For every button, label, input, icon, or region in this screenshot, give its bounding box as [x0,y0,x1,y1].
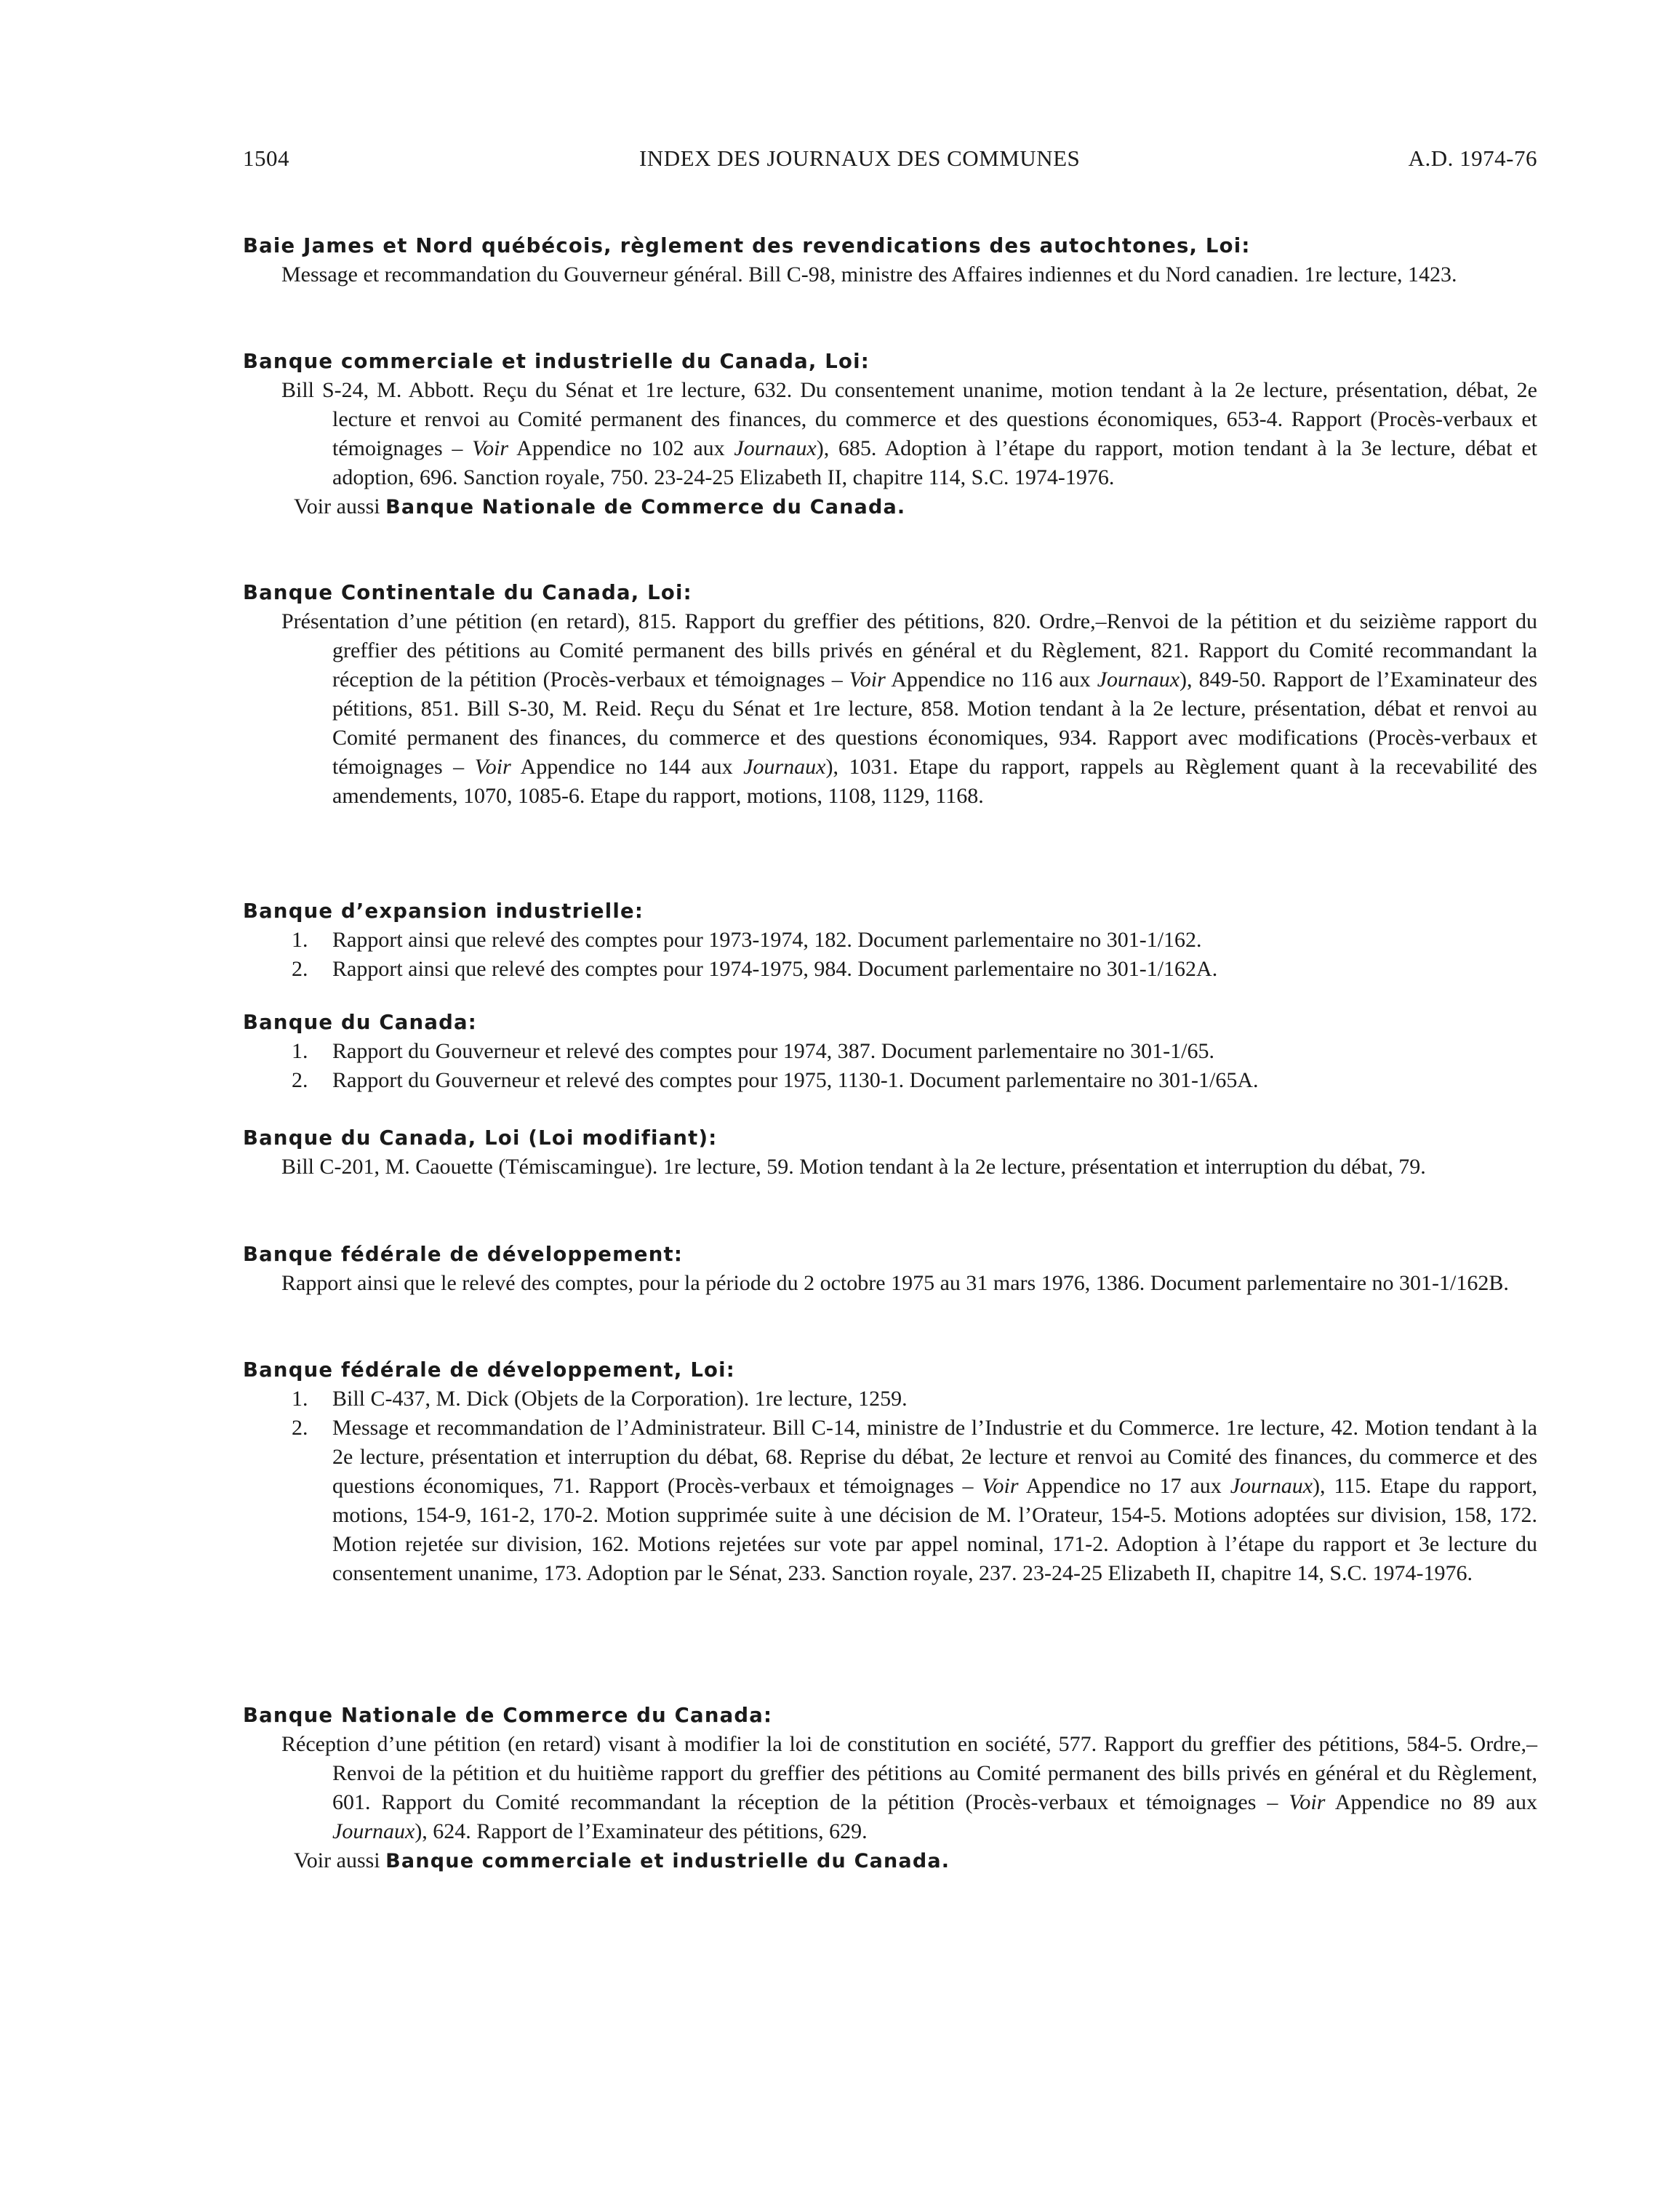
numbered-item [243,926,1537,955]
index-entry-baie-james [243,231,1537,289]
entry-text-italic: Voir [1289,1790,1326,1814]
item-text: Rapport du Gouverneur et relevé des comptes pour 1974, 387. Document parlementaire no 301-1/65. [332,1039,1214,1063]
entry-text: ), 624. Rapport de l’Examinateur des pétitions, 629. [415,1819,868,1843]
item-text: Message et recommandation de l’Administrateur. Bill C-14, ministre de l’Industrie et du Commerce. 1re lecture, 42. Motion tendant à la 2e lecture, présentation et interruption du débat, 68. Reprise du débat, 2e lecture et renvoi au Comité des finances, du commerce et des questions économiques, 71. Rapport (Procès-verbaux et témoignages – [332,1416,1537,1498]
see-also-reference: Banque commerciale et industrielle du Canada. [385,1850,950,1872]
entry-heading: Banque Nationale de Commerce du Canada: [243,1704,773,1727]
entry-heading: Banque d’expansion industrielle: [243,899,644,923]
entry-heading: Banque fédérale de développement, Loi: [243,1358,735,1382]
entry-heading: Baie James et Nord québécois, règlement des revendications des autochtones, Loi: [243,234,1251,257]
entry-paragraph: Message et recommandation du Gouverneur général. Bill C-98, ministre des Affaires indiennes et du Nord canadien. 1re lecture, 1423. [281,263,1457,286]
item-number: 1. [292,928,308,952]
entry-text: Réception d’une pétition (en retard) visant à modifier la loi de constitution en société, 577. Rapport du greffier des pétitions, 584-5. Ordre,–Renvoi de la pétition et du huitième rapport du greffier des pétitions au Comité permanent des bills privés en général et du Règlement, 601. Rapport du Comité recommandant la réception de la pétition (Procès-verbaux et témoignages – [281,1732,1537,1814]
numbered-item [243,1066,1537,1095]
see-also-reference: Banque Nationale de Commerce du Canada. [385,496,906,518]
period-label: A.D. 1974-76 [1408,145,1537,171]
entry-paragraph [243,1730,1537,1846]
entry-text-italic: Voir [472,436,509,460]
numbered-item [243,1037,1537,1066]
entry-text: Appendice no 116 aux [885,668,1097,692]
entry-text-italic: Journaux [1097,668,1180,692]
page-number: 1504 [243,145,289,171]
see-also-label: Voir aussi [294,494,386,518]
entry-text-italic: Journaux [332,1819,415,1843]
index-entry-banque-federale-loi [243,1355,1537,1588]
page-title: INDEX DES JOURNAUX DES COMMUNES [639,145,1081,171]
item-number: 2. [292,1068,308,1092]
entry-text-italic: Voir [474,755,511,779]
index-entry-banque-expansion [243,897,1537,984]
entry-text-italic: Journaux [743,755,826,779]
entry-paragraph: Bill C-201, M. Caouette (Témiscamingue). 1re lecture, 59. Motion tendant à la 2e lecture, présentation et interruption du débat, 79. [281,1155,1426,1179]
item-text: Bill C-437, M. Dick (Objets de la Corporation). 1re lecture, 1259. [332,1387,908,1411]
numbered-item [243,1384,1537,1414]
item-text-italic: Voir [982,1474,1019,1498]
entry-heading: Banque du Canada, Loi (Loi modifiant): [243,1126,718,1150]
see-also-label: Voir aussi [294,1848,386,1872]
index-entry-banque-continentale [243,578,1537,811]
index-entry-banque-commerciale [243,347,1537,522]
entry-heading: Banque du Canada: [243,1011,477,1034]
entry-paragraph [243,607,1537,811]
entry-text: Appendice no 144 aux [510,755,744,779]
entry-heading: Banque Continentale du Canada, Loi: [243,581,692,604]
item-number: 2. [292,1416,308,1440]
see-also [243,492,1537,522]
entry-text-italic: Voir [849,668,886,692]
see-also [243,1846,1537,1876]
entry-heading: Banque fédérale de développement: [243,1243,684,1266]
entry-heading: Banque commerciale et industrielle du Canada, Loi: [243,350,870,373]
index-entry-banque-nationale [243,1701,1537,1876]
entry-text: Appendice no 89 aux [1325,1790,1537,1814]
numbered-item [243,955,1537,984]
item-number: 1. [292,1387,308,1411]
item-number: 2. [292,957,308,981]
item-text: Rapport ainsi que relevé des comptes pour 1974-1975, 984. Document parlementaire no 301-1/162A. [332,957,1218,981]
index-entry-banque-du-canada-loi [243,1123,1537,1182]
index-entry-banque-federale [243,1240,1537,1298]
entry-text: Appendice no 102 aux [508,436,734,460]
entry-text: ), 849-50. Rapport de l’Examinateur des pétitions, 851. Bill S-30, M. Reid. Reçu du Sénat et 1re lecture, 858. Motion tendant à la 2e lecture, présentation, débat et renvoi au Comité permanent des finances, du commerce et des questions économiques, 934. Rapport avec modifications (Procès-verbaux et témoignages – [332,668,1538,779]
entry-text: ), 685. Adoption à l’étape du rapport, motion tendant à la 3e lecture, débat et adoption, 696. Sanction royale, 750. 23-24-25 Elizabeth II, chapitre 114, S.C. 1974-1976. [332,436,1537,489]
item-text: Rapport du Gouverneur et relevé des comptes pour 1975, 1130-1. Document parlementaire no 301-1/65A. [332,1068,1259,1092]
item-text-italic: Journaux [1230,1474,1313,1498]
item-number: 1. [292,1039,308,1063]
item-text: Rapport ainsi que relevé des comptes pour 1973-1974, 182. Document parlementaire no 301-1/162. [332,928,1202,952]
running-head [243,145,1537,182]
entry-paragraph [243,376,1537,492]
entry-text: Bill S-24, M. Abbott. Reçu du Sénat et 1re lecture, 632. Du consentement unanime, motion tendant à la 2e lecture, présentation, débat, 2e lecture et renvoi au Comité permanent des finances, du commerce et des questions économiques, 653-4. Rapport (Procès-verbaux et témoignages – [281,378,1537,460]
numbered-item [243,1414,1537,1588]
entry-text: ), 1031. Etape du rapport, rappels au Règlement quant à la recevabilité des amendements, 1070, 1085-6. Etape du rapport, motions, 1108, 1129, 1168. [332,755,1537,808]
entry-text-italic: Journaux [734,436,817,460]
index-entry-banque-du-canada [243,1008,1537,1095]
item-text: Appendice no 17 aux [1018,1474,1230,1498]
entry-paragraph: Rapport ainsi que le relevé des comptes, pour la période du 2 octobre 1975 au 31 mars 1976, 1386. Document parlementaire no 301-1/162B. [281,1271,1509,1295]
entry-text: Présentation d’une pétition (en retard), 815. Rapport du greffier des pétitions, 820. Ordre,–Renvoi de la pétition et du seizième rapport du greffier des pétitions au Comité permanent des bills privés en général et du Règlement, 821. Rapport du Comité recommandant la réception de la pétition (Procès-verbaux et témoignages – [281,609,1537,692]
item-text: ), 115. Etape du rapport, motions, 154-9, 161-2, 170-2. Motion supprimée suite à une décision de M. l’Orateur, 154-5. Motions adoptées sur division, 158, 172. Motion rejetée sur division, 162. Motions rejetées sur vote par appel nominal, 171-2. Adoption à l’étape du rapport et 3e lecture du consentement unanime, 173. Adoption par le Sénat, 233. Sanction royale, 237. 23-24-25 Elizabeth II, chapitre 14, S.C. 1974-1976. [332,1474,1537,1585]
